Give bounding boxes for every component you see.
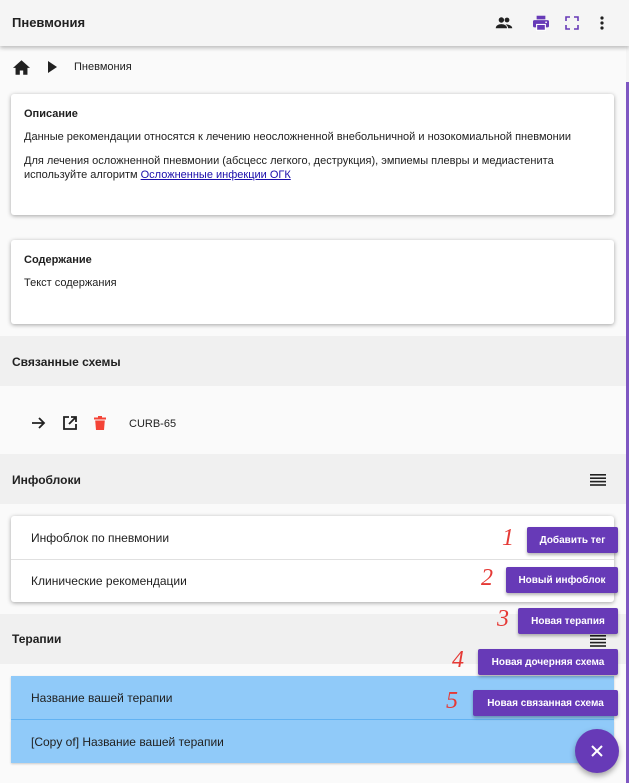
- menu-icon[interactable]: [590, 635, 606, 647]
- description-text-2: [24, 154, 601, 182]
- infoblocks-header: [0, 454, 626, 504]
- description-text-2a: Для лечения осложненной пневмонии (абсцесс легкого, деструкция), эмпиемы плевры и медиастенита: [24, 155, 554, 167]
- infoblock-item[interactable]: Клинические рекомендации: [31, 573, 187, 588]
- menu-icon[interactable]: [590, 474, 606, 486]
- open-in-new-icon[interactable]: [61, 414, 79, 432]
- therapy-item[interactable]: [Copy of] Название вашей терапии: [11, 720, 614, 763]
- delete-icon[interactable]: [91, 414, 109, 432]
- new-therapy-button[interactable]: Новая терапия: [518, 608, 618, 634]
- contents-card: [11, 240, 614, 324]
- description-text-1: Данные рекомендации относятся к лечению неосложненной внебольничной и нозокомиальной пневмонии: [24, 131, 572, 143]
- related-scheme-label[interactable]: CURB-65: [129, 418, 177, 430]
- contents-title: Содержание: [24, 254, 92, 266]
- close-icon: [591, 745, 603, 757]
- add-tag-button[interactable]: Добавить тег: [527, 527, 618, 553]
- new-related-scheme-button[interactable]: Новая связанная схема: [473, 690, 618, 716]
- therapy-item[interactable]: Название вашей терапии: [11, 676, 614, 719]
- action-number: 3: [497, 606, 509, 632]
- therapies-title: Терапии: [12, 632, 62, 646]
- complicated-infections-link[interactable]: Осложненные инфекции ОГК: [140, 169, 291, 181]
- arrow-forward-icon[interactable]: [30, 414, 48, 432]
- speed-dial-fab[interactable]: [575, 729, 619, 773]
- users-icon[interactable]: [493, 12, 515, 34]
- new-child-scheme-button[interactable]: Новая дочерняя схема: [478, 649, 618, 675]
- action-number: 2: [481, 565, 493, 591]
- related-schemes-header: [0, 336, 626, 386]
- action-number: 1: [502, 525, 514, 551]
- app-bar: [0, 0, 629, 46]
- action-number: 4: [452, 647, 464, 673]
- action-number: 5: [446, 688, 458, 714]
- new-infoblock-button[interactable]: Новый инфоблок: [506, 567, 618, 593]
- home-icon[interactable]: [12, 58, 30, 76]
- description-card: [11, 94, 614, 215]
- description-title: Описание: [24, 108, 78, 120]
- more-vert-icon[interactable]: [591, 12, 613, 34]
- related-schemes-title: Связанные схемы: [12, 355, 121, 369]
- play-arrow-icon: [47, 60, 59, 74]
- fullscreen-icon[interactable]: [561, 12, 583, 34]
- app-title: Пневмония: [12, 15, 86, 30]
- contents-text: Текст содержания: [24, 277, 117, 289]
- infoblocks-title: Инфоблоки: [12, 473, 81, 487]
- infoblock-item[interactable]: Инфоблок по пневмонии: [31, 530, 170, 545]
- breadcrumb: [12, 57, 132, 77]
- print-icon[interactable]: [530, 12, 552, 34]
- breadcrumb-current: Пневмония: [74, 61, 132, 73]
- description-text-2b: используйте алгоритм: [24, 169, 141, 181]
